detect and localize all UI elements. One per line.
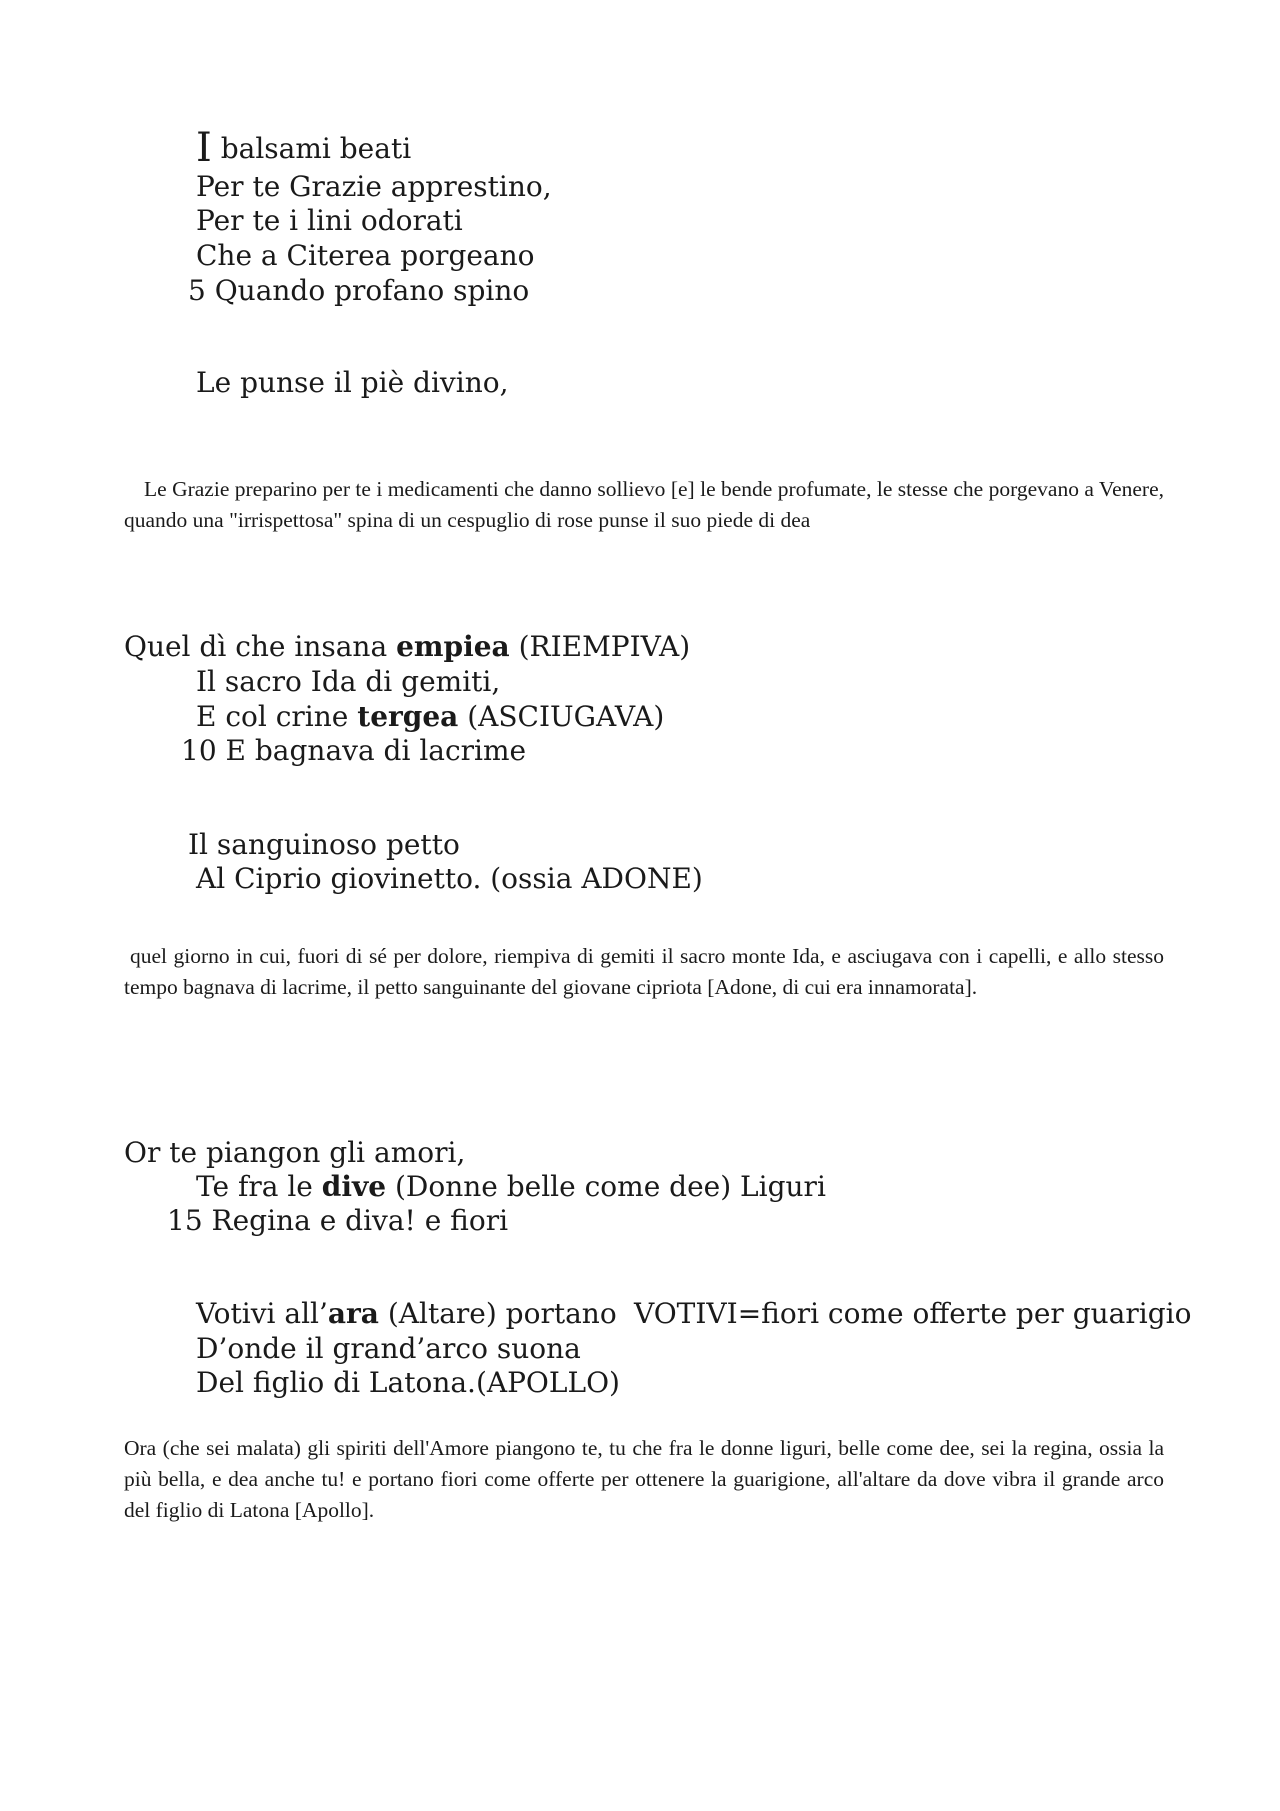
verse-line-9: E col crine tergea (ASCIUGAVA) <box>196 700 665 733</box>
verse-line-4: Che a Citerea porgeano <box>196 239 535 272</box>
drop-initial: I <box>196 125 212 171</box>
verse-line-15: 15 Regina e diva! e fiori <box>167 1204 509 1237</box>
margin-note: VOTIVI=fiori come offerte per guarigio <box>634 1297 1192 1330</box>
verse-line-13: Or te piangon gli amori, <box>124 1136 466 1169</box>
verse-line-2: Per te Grazie apprestino, <box>196 170 552 203</box>
verse-line-7: Quel dì che insana empiea (RIEMPIVA) <box>124 630 691 663</box>
verse-line-6: Le punse il piè divino, <box>196 366 509 399</box>
verse-line-10: 10 E bagnava di lacrime <box>181 734 527 767</box>
verse-line-8: Il sacro Ida di gemiti, <box>196 665 501 698</box>
paraphrase-2: quel giorno in cui, fuori di sé per dolore, riempiva di gemiti il sacro monte Ida, e asciugava con i capelli, e allo stesso tempo bagnava di lacrime, il petto sanguinante del giovane cipriota [Adone, di cui era innamorata]. <box>124 944 1164 999</box>
verse-line-16: Votivi all’ara (Altare) portano <box>196 1297 617 1330</box>
verse-line-1: I balsami beati <box>196 125 412 171</box>
verse-line-18: Del figlio di Latona.(APOLLO) <box>196 1366 620 1399</box>
paraphrase-3: Ora (che sei malata) gli spiriti dell'Amore piangono te, tu che fra le donne liguri, belle come dee, sei la regina, ossia la più bella, e dea anche tu! e portano fiori come offerte per ottenere la guarigione, all'altare da dove vibra il grande arco del figlio di Latona [Apollo]. <box>124 1436 1164 1522</box>
verse-line-5: 5 Quando profano spino <box>188 274 530 307</box>
verse-line-14: Te fra le dive (Donne belle come dee) Liguri <box>196 1170 826 1203</box>
paraphrase-1: Le Grazie preparino per te i medicamenti che danno sollievo [e] le bende profumate, le stesse che porgevano a Venere, quando una "irrispettosa" spina di un cespuglio di rose punse il suo piede di dea <box>124 477 1164 532</box>
verse-line-12: Al Ciprio giovinetto. (ossia ADONE) <box>196 862 703 895</box>
verse-line-17: D’onde il grand’arco suona <box>196 1332 581 1365</box>
verse-line-11: Il sanguinoso petto <box>188 828 460 861</box>
verse-line-3: Per te i lini odorati <box>196 204 463 237</box>
